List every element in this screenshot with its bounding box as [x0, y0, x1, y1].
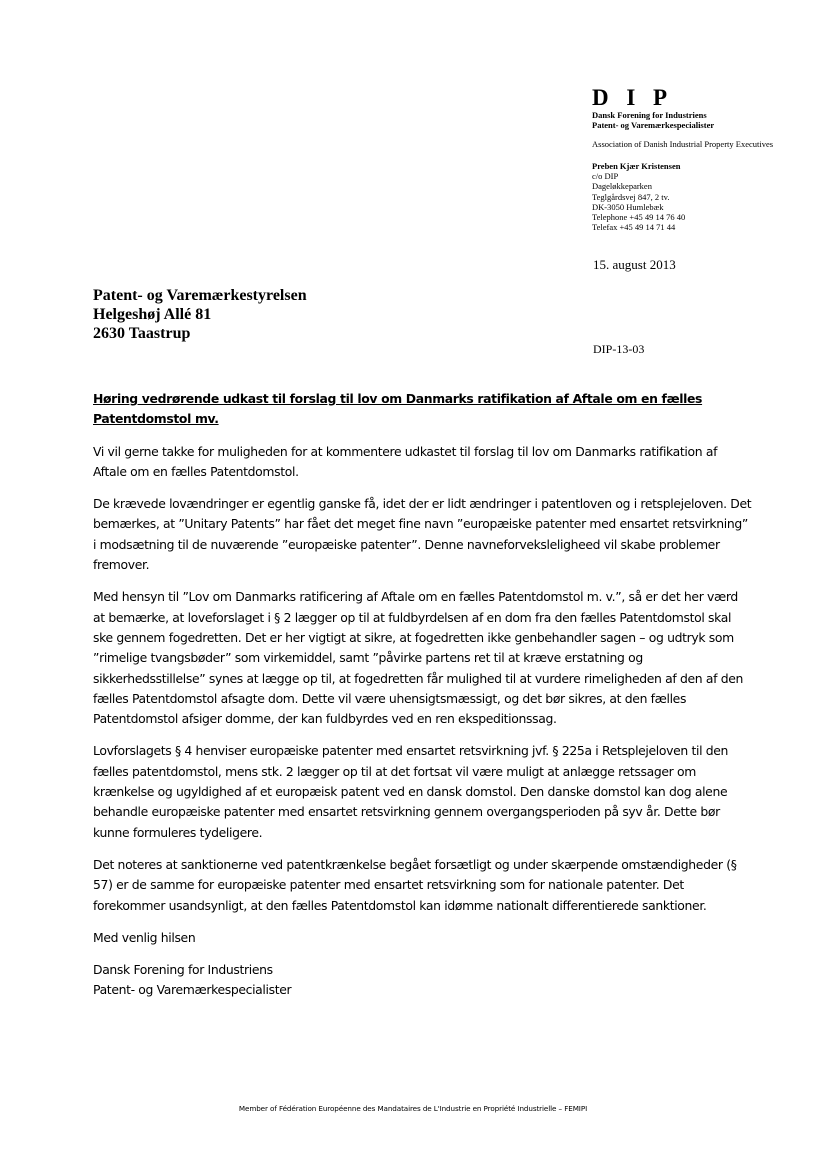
contact-line: Dageløkkeparken — [592, 181, 652, 192]
recipient-line: Patent- og Varemærkestyrelsen — [93, 287, 307, 304]
org-name-line-2: Patent- og Varemærkespecialister — [592, 120, 715, 130]
body-paragraph: Vi vil gerne takke for muligheden for at kommentere udkastet til forslag til lov om Danmarks ratifikation af Aftale om en fælles Patentdomstol. — [93, 443, 718, 479]
org-abbreviation: D I P — [592, 85, 674, 110]
body-paragraph: Lovforslagets § 4 henviser europæiske patenter med ensartet retsvirkning jvf. § 225a i Retsplejeloven til den fælles patentdomstol, mens stk. 2 lægger op til at det fortsat vil være muligt at anlægge retssager om krænkelse og ugyldighed af et europæisk patent ved en dansk domstol. Den danske domstol kan dog alene behandle europæiske patenter med ensartet retsvirkning gennem overgangsperioden på syv år. Dette bør kunne formuleres tydeligere. — [93, 743, 729, 840]
recipient-address — [93, 286, 307, 343]
signature-line: Patent- og Varemærkespecialister — [93, 982, 292, 998]
body-paragraph: Det noteres at sanktionerne ved patentkrænkelse begået forsætligt og under skærpende omstændigheder (§ 57) er de samme for europæiske patenter med ensartet retsvirkning som for nationale patenter. Det forekommer usandsynligt, at den fælles Patentdomstol kan idømme nationalt differentierede sanktioner. — [93, 856, 737, 913]
contact-line: Teglgårdsvej 847, 2 tv. — [592, 191, 670, 202]
letter-date: 15. august 2013 — [593, 257, 676, 272]
letterhead — [592, 86, 822, 233]
signature-line: Dansk Forening for Industriens — [93, 962, 273, 978]
body-paragraph: Med hensyn til ”Lov om Danmarks ratificering af Aftale om en fælles Patentdomstol m. v.”, så er det her værd at bemærke, at loveforslaget i § 2 lægger op til at fuldbyrdelsen af en dom fra den fælles Patentdomstol skal ske gennem fogedretten. Det er her vigtigt at sikre, at fogedretten ikke genbehandler sagen – og udtryk som ”rimelige tvangsbøder” som virkemiddel, samt ”påvirke partens ret til at kræve erstatning og sikkerhedsstillelse” synes at lægge op til, at fogedretten får mulighed til at vurdere rimeligheden af den af den fælles Patentdomstol afsagte dom. Dette vil være uhensigtsmæssigt, og det bør sikres, at den fælles Patentdomstol afsiger domme, der kan fuldbyrdes ved en ren ekspeditionssag. — [93, 589, 744, 727]
page-footer: Member of Fédération Européenne des Mandataires de L'Industrie en Propriété Industrielle – FEMIPI — [238, 1104, 588, 1113]
body-paragraph: De krævede lovændringer er egentlig ganske få, idet der er lidt ændringer i patentloven og i retsplejeloven. Det bemærkes, at ”Unitary Patents” har fået det meget fine navn ”europæiske patenter med ensartet retsvirkning” i modsætning til de nuværende ”europæiske patenter”. Denne navneforveksleligheed vil skabe problemer fremover. — [93, 496, 752, 573]
recipient-line: Helgeshøj Allé 81 — [93, 306, 212, 323]
org-name-line-1: Dansk Forening for Industriens — [592, 110, 707, 120]
association-name: Association of Danish Industrial Property Executives — [592, 139, 774, 149]
contact-telephone: Telephone +45 49 14 76 40 — [592, 212, 686, 223]
contact-line: DK-3050 Humlebæk — [592, 201, 664, 212]
recipient-line: 2630 Taastrup — [93, 325, 191, 342]
contact-telefax: Telefax +45 49 14 71 44 — [592, 222, 676, 233]
contact-line: c/o DIP — [592, 171, 619, 181]
sender-contact — [592, 161, 822, 233]
closing-salutation: Med venlig hilsen — [93, 929, 196, 945]
reference-number: DIP-13-03 — [593, 342, 645, 356]
letter-body — [93, 389, 753, 1001]
sender-name: Preben Kjær Kristensen — [592, 161, 681, 171]
subject-line: Høring vedrørende udkast til forslag til lov om Danmarks ratifikation af Aftale om en fælles Patentdomstol mv. — [93, 391, 703, 427]
